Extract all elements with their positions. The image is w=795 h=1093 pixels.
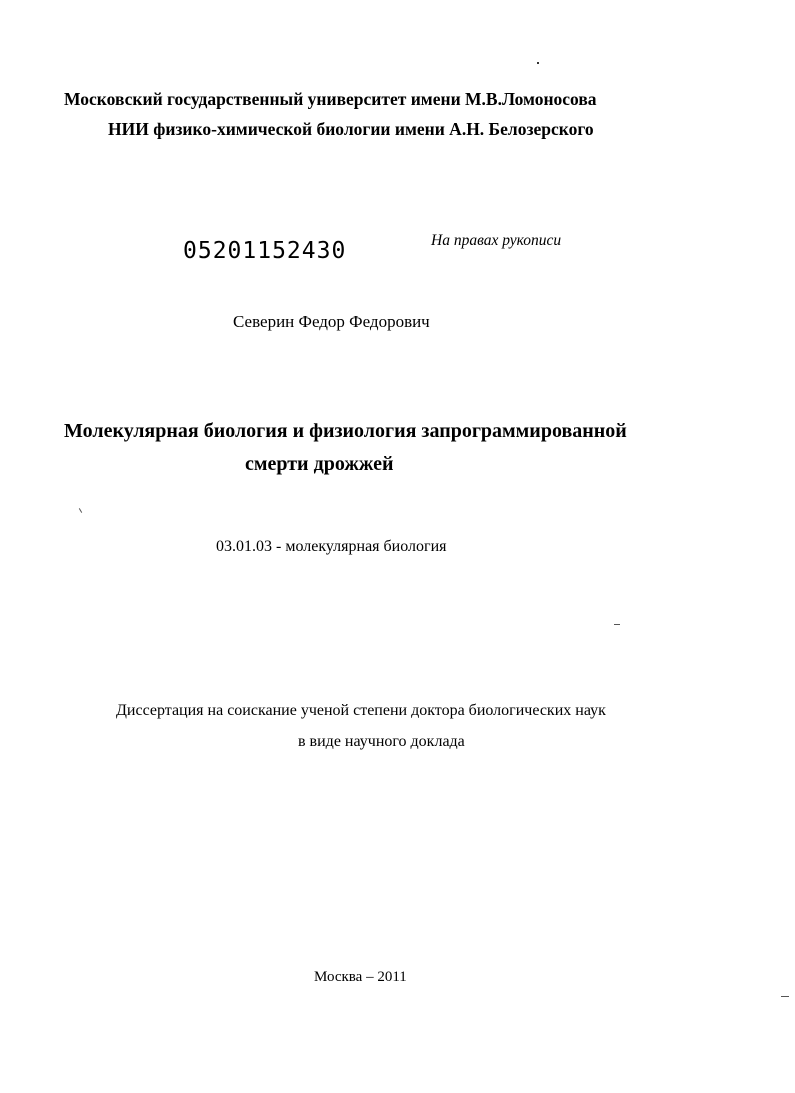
dissertation-title-line2: смерти дрожжей bbox=[245, 453, 394, 475]
scan-speck bbox=[781, 996, 789, 997]
scan-speck bbox=[614, 624, 620, 625]
city-year: Москва – 2011 bbox=[314, 969, 407, 985]
manuscript-rights-note: На правах рукописи bbox=[431, 232, 562, 249]
registration-number: 05201152430 bbox=[183, 238, 347, 264]
institution-institute: НИИ физико-химической биологии имени А.Н. Белозерского bbox=[108, 119, 594, 139]
scan-speck bbox=[79, 508, 82, 513]
scan-speck bbox=[537, 62, 539, 64]
institution-university: Московский государственный университет имени М.В.Ломоносова bbox=[64, 89, 597, 109]
degree-statement-line1: Диссертация на соискание ученой степени доктора биологических наук bbox=[116, 702, 606, 719]
degree-statement-line2: в виде научного доклада bbox=[298, 733, 465, 750]
specialty-code: 03.01.03 - молекулярная биология bbox=[216, 538, 447, 555]
dissertation-title-line1: Молекулярная биология и физиология запрограммированной bbox=[64, 420, 627, 442]
author-name: Северин Федор Федорович bbox=[233, 312, 430, 331]
